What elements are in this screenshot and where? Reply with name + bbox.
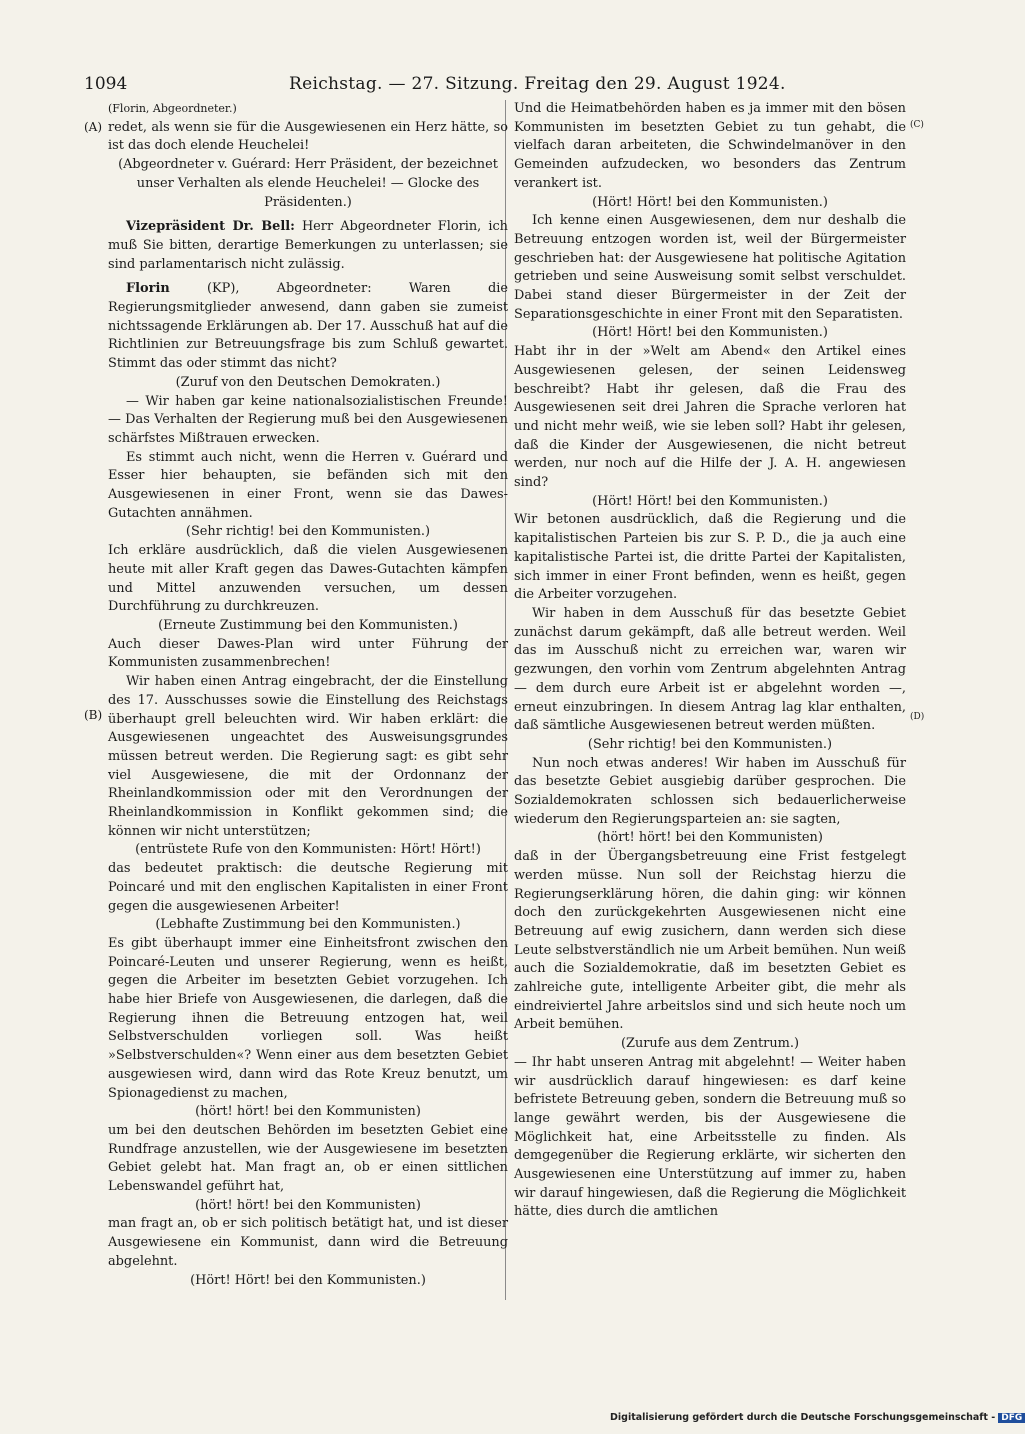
interjection: (Zurufe aus dem Zentrum.) bbox=[620, 1036, 800, 1052]
interjection: (Erneute Zustimmung bei den Kommunisten.) bbox=[158, 617, 458, 633]
interjection: (hört! hört! bei den Kommunisten) bbox=[597, 830, 823, 846]
interjection: (Sehr richtig! bei den Kommunisten.) bbox=[587, 736, 833, 752]
interjection: (Hört! Hört! bei den Kommunisten.) bbox=[190, 1272, 426, 1288]
page-header bbox=[84, 74, 924, 100]
speaker-name: Vizepräsident Dr. Bell: bbox=[126, 219, 295, 235]
right-column bbox=[514, 100, 906, 1222]
paragraph: Nun noch etwas anderes! Wir haben im Ausschuß für das besetzte Gebiet ausgiebig darüber gesprochen. Die Sozialdemokraten schlossen sich bedauerlicherweise wiederum den Regierungsparteien an: sie sagten, bbox=[514, 755, 906, 827]
interjection: (hört! hört! bei den Kommunisten) bbox=[195, 1104, 421, 1120]
paragraph: Wir betonen ausdrücklich, daß die Regierung und die kapitalistischen Parteien bis zur S. P. D., die ja auch eine kapitalistische Partei ist, die dritte Partei der Kapitalisten, sich immer in einer Front befinden, wenn es heißt, gegen die Arbeiter vorzugehen. bbox=[514, 512, 906, 603]
paragraph: das bedeutet praktisch: die deutsche Regierung mit Poincaré und mit den englischen Kapitalisten in einer Front gegen die ausgewiesenen Arbeiter! bbox=[108, 861, 508, 914]
paragraph: — Wir haben gar keine nationalsozialistischen Freunde! — Das Verhalten der Regierung muß bei den Ausgewiesenen schärfstes Mißtrauen erwecken. bbox=[108, 393, 508, 446]
dfg-logo: DFG bbox=[998, 1413, 1025, 1423]
paragraph bbox=[108, 280, 508, 374]
margin-marker-d: (D) bbox=[910, 712, 925, 722]
paragraph: Ich kenne einen Ausgewiesenen, dem nur deshalb die Betreuung entzogen worden ist, weil der Bürgermeister geschrieben hat: der Ausgewiesene hat politische Agitation getrieben und seine Ausweisung somit selbst verschuldet. Dabei stand dieser Bürgermeister in der Zeit der Separationsgeschichte in einer Front mit den Separatisten. bbox=[514, 213, 906, 322]
speaker-name: Florin bbox=[126, 281, 170, 297]
paragraph: redet, als wenn sie für die Ausgewiesenen ein Herz hätte, so ist das doch elende Heuchelei! bbox=[108, 119, 508, 154]
margin-marker-b: (B) bbox=[84, 708, 103, 722]
paragraph: man fragt an, ob er sich politisch betätigt hat, und ist dieser Ausgewiesene ein Kommunist, dann wird die Betreuung abgelehnt. bbox=[108, 1216, 508, 1269]
speech-text: Herr Abgeordneter Florin, ich muß Sie bitten, derartige Bemerkungen zu unterlassen; sie sind parlamentarisch nicht zulässig. bbox=[108, 219, 508, 272]
paragraph bbox=[108, 218, 508, 274]
interjection: (Sehr richtig! bei den Kommunisten.) bbox=[185, 524, 431, 540]
paragraph: — Ihr habt unseren Antrag mit abgelehnt! — Weiter haben wir ausdrücklich darauf hingewiesen: es darf keine befristete Betreuung geben, sondern die Betreuung muß so lange gewährt werden, bis der Ausgewiesene die Möglichkeit hat, eine Arbeitsstelle zu finden. Als demgegenüber die Regierung erklärte, wir sicherten den Ausgewiesenen eine Unterstützung auf immer zu, haben wir darauf hingewiesen, daß die Regierung die Möglichkeit hätte, dies durch die amtlichen bbox=[514, 1054, 906, 1220]
paragraph: Habt ihr in der »Welt am Abend« den Artikel eines Ausgewiesenen gelesen, der seinen Leidensweg beschreibt? Habt ihr gelesen, daß die Frau des Ausgewiesenen seit drei Jahren die Sprache verloren hat und nicht mehr weiß, wie sie leben soll? Habt ihr gelesen, daß die Kinder der Ausgewiesenen, die nicht betreut werden, nur noch auf die Hilfe der J. A. H. angewiesen sind? bbox=[514, 344, 906, 491]
margin-marker-a: (A) bbox=[84, 120, 103, 134]
paragraph: Es stimmt auch nicht, wenn die Herren v. Guérard und Esser hier behaupten, sie befänden sich mit den Ausgewiesenen in einer Front, wenn sie das Dawes-Gutachten annähmen. bbox=[108, 449, 508, 521]
interjection: (Hört! Hört! bei den Kommunisten.) bbox=[592, 194, 828, 210]
running-title: Reichstag. — 27. Sitzung. Freitag den 29. August 1924. bbox=[289, 74, 786, 94]
paragraph: Und die Heimatbehörden haben es ja immer mit den bösen Kommunisten im besetzten Gebiet zu tun gehabt, die vielfach daran arbeiteten, die Schwindelmanöver in den Gemeinden aufzudecken, wo besonders das Zentrum verankert ist. bbox=[514, 101, 906, 191]
paragraph: Wir haben in dem Ausschuß für das besetzte Gebiet zunächst darum gekämpft, daß alle betreut werden. Weil das im Ausschuß nicht zu erreichen war, waren wir gezwungen, den vorhin vom Zentrum abgelehnten Antrag — dem durch eure Arbeit ist er abgelehnt worden —, erneut einzubringen. In diesem Antrag lag klar enthalten, daß sämtliche Ausgewiesenen betreut werden müßten. bbox=[514, 605, 906, 734]
paragraph: Ich erkläre ausdrücklich, daß die vielen Ausgewiesenen heute mit aller Kraft gegen das Dawes-Gutachten kämpfen und Mittel anzuwenden versuchen, um dessen Durchführung zu durchkreuzen. bbox=[108, 543, 508, 615]
paragraph: um bei den deutschen Behörden im besetzten Gebiet eine Rundfrage anzustellen, wie der Ausgewiesene im besetzten Gebiet gelebt hat. Man fragt an, ob er einen sittlichen Lebenswandel geführt hat, bbox=[108, 1122, 508, 1195]
speech-text: (KP), Abgeordneter: Waren die Regierungsmitglieder anwesend, dann gaben sie zumeist nichtssagende Erklärungen ab. Der 17. Ausschuß hat auf die Richtlinien zur Betreuungsfrage bis zum Schluß gewartet. Stimmt das oder stimmt das nicht? bbox=[108, 281, 508, 372]
interjection: (Hört! Hört! bei den Kommunisten.) bbox=[592, 493, 828, 509]
paragraph: Es gibt überhaupt immer eine Einheitsfront zwischen den Poincaré-Leuten und unserer Regierung, wenn es heißt, gegen die Arbeiter im besetzten Gebiet vorzugehen. Ich habe hier Briefe von Ausgewiesenen, die darlegen, daß die Regierung ihnen die Betreuung entzogen hat, weil Selbstverschulden vorliegen soll. Was heißt »Selbstverschulden«? Wenn einer aus dem besetzten Gebiet ausgewiesen wird, dann wird das Rote Kreuz benutzt, um Spionagedienst zu machen, bbox=[108, 935, 508, 1101]
interjection: (entrüstete Rufe von den Kommunisten: Hört! Hört!) bbox=[135, 842, 481, 858]
paragraph: Auch dieser Dawes-Plan wird unter Führung der Kommunisten zusammenbrechen! bbox=[108, 636, 508, 671]
margin-marker-c: (C) bbox=[910, 120, 924, 130]
paragraph: Wir haben einen Antrag eingebracht, der die Einstellung des 17. Ausschusses sowie die Einstellung des Reichstags überhaupt grell beleuchten wird. Wir haben erklärt: die Ausgewiesenen ungeachtet des Ausweisungsgrundes müssen betreut werden. Die Regierung sagt: es gibt sehr viel Ausgewiesene, die mit der Ordonnanz der Rheinlandkommission oder mit den Verordnungen der Rheinlandkommission in Konflikt gekommen sind; die können wir nicht unterstützen; bbox=[108, 674, 508, 839]
interjection: (Abgeordneter v. Guérard: Herr Präsident, der bezeichnet unser Verhalten als elende Heuchelei! — Glocke des Präsidenten.) bbox=[118, 157, 498, 210]
page-number: 1094 bbox=[84, 74, 128, 94]
speaker-continuation: (Florin, Abgeordneter.) bbox=[108, 102, 237, 115]
footer-text: Digitalisierung gefördert durch die Deutsche Forschungsgemeinschaft - bbox=[610, 1412, 996, 1423]
paragraph: daß in der Übergangsbetreuung eine Frist festgelegt werden müsse. Nun soll der Reichstag hierzu die Regierungserklärung hören, die dahin ging: wir können doch den zurückgekehrten Ausgewiesenen nicht eine Betreuung auf ewig zusichern, dann werden sich diese Leute selbstverständlich nie um Arbeit bemühen. Nun weiß auch die Sozialdemokratie, daß im besetzten Gebiet es zahlreiche gute, intelligente Arbeiter gibt, die mehr als eindreiviertel Jahre arbeitslos sind und sich heute noch um Arbeit bemühen. bbox=[514, 849, 906, 1033]
left-column bbox=[108, 100, 508, 1290]
digitization-footer bbox=[610, 1412, 1025, 1423]
interjection: (hört! hört! bei den Kommunisten) bbox=[195, 1197, 421, 1213]
interjection: (Lebhafte Zustimmung bei den Kommunisten.) bbox=[155, 917, 461, 933]
interjection: (Hört! Hört! bei den Kommunisten.) bbox=[592, 325, 828, 341]
interjection: (Zuruf von den Deutschen Demokraten.) bbox=[175, 374, 441, 390]
